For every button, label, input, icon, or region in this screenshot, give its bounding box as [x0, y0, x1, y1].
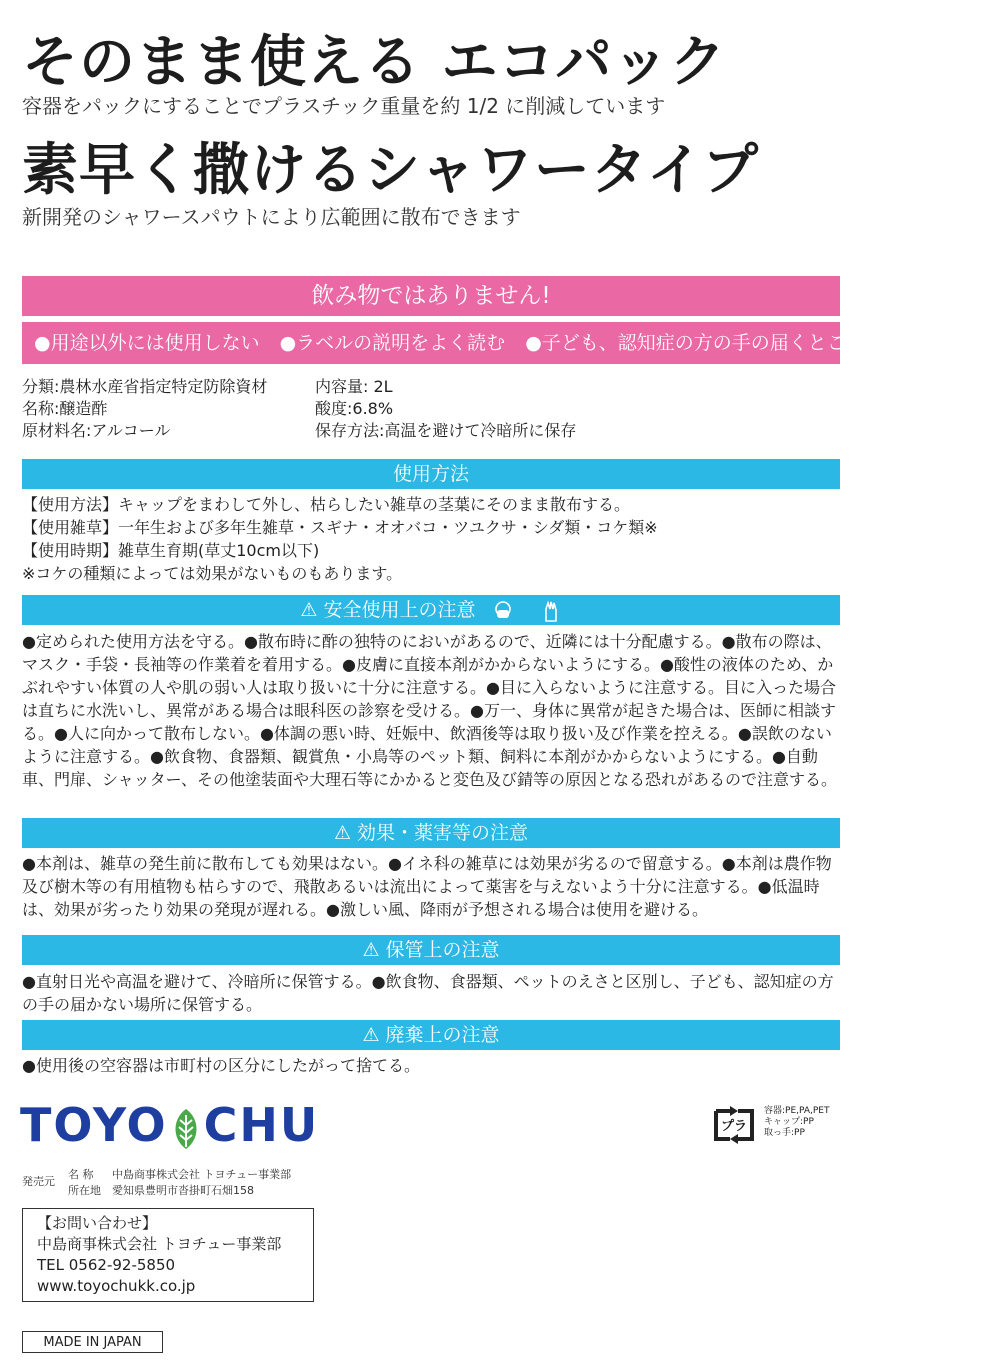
seller-name-value: 中島商事株式会社 トヨチュー事業部	[112, 1168, 292, 1181]
spec-storage: 保存方法:高温を避けて冷暗所に保存	[315, 421, 577, 440]
safety-text: ●定められた使用方法を守る。●散布時に酢の独特のにおいがあるので、近隣には十分配慮する。●散布の際は、マスク・手袋・長袖等の作業着を着用する。●皮膚に直接本剤がかからないようにする。●酸性の液体のため、かぶれやすい体質の人や肌の弱い人は取り扱いに十分に注意する。●目に入らないように注意する。目に入った場合は直ちに水洗いし、異常がある場合は眼科医の診察を受ける。●万一、身体に異常が起きた場合は、医師に相談する。●人に向かって散布しない。●体調の悪い時、妊娠中、飲酒後等は取り扱い及び作業を控える。●誤飲のないように注意する。●飲食物、食器類、観賞魚・小鳥等のペット類、飼料に本剤がかからないようにする。●自動車、門扉、シャッター、その他塗装面や大理石等にかかると変色及び錆等の原因となる恐れがあるので注意する。	[22, 632, 838, 789]
contact-tel: TEL 0562-92-5850	[37, 1256, 176, 1274]
subline-shower-type: 新開発のシャワースパウトにより広範囲に散布できます	[22, 205, 521, 229]
glove-icon	[540, 600, 562, 622]
recycle-materials	[764, 1106, 830, 1139]
plastic-recycle-icon	[710, 1103, 758, 1145]
spec-acidity: 酸度:6.8%	[315, 399, 394, 418]
headline-shower-type: 素早く撒けるシャワータイプ	[22, 138, 760, 203]
made-in-badge: MADE IN JAPAN	[22, 1331, 163, 1353]
usage-line: ※コケの種類によっては効果がないものもあります。	[22, 564, 403, 583]
contact-url: www.toyochukk.co.jp	[37, 1277, 196, 1295]
safety-title-bar	[22, 595, 840, 625]
effect-text: ●本剤は、雑草の発生前に散布しても効果はない。●イネ科の雑草には効果が劣るので留意する。●本剤は農作物及び樹木等の有用植物も枯らすので、飛散あるいは流出によって薬害を与えないよう十分に注意する。●低温時は、効果が劣ったり効果の発現が遅れる。●激しい風、降雨が予想される場合は使用を避ける。	[22, 854, 832, 919]
toyochu-logo	[20, 1098, 319, 1152]
spec-classification: 分類:農林水産省指定特定防除資材	[22, 377, 268, 396]
spec-name: 名称:醸造酢	[22, 399, 108, 418]
spec-ingredient: 原材料名:アルコール	[22, 421, 171, 440]
warning-item: ●用途以外には使用しない	[34, 332, 260, 354]
usage-line: 【使用時期】雑草生育期(草丈10cm以下)	[22, 541, 320, 560]
disposal-title-bar: ⚠ 廃棄上の注意	[22, 1020, 840, 1050]
specs-right	[315, 376, 576, 442]
usage-title-bar: 使用方法	[22, 459, 840, 489]
logo-text-right: CHU	[203, 1098, 320, 1152]
safety-title: ⚠ 安全使用上の注意	[300, 599, 476, 621]
effect-title-bar: ⚠ 効果・薬害等の注意	[22, 818, 840, 848]
recycle-line: 取っ手:PP	[764, 1128, 805, 1138]
headline-eco-pack: そのまま使える エコパック	[22, 30, 727, 95]
seller-label: 発売元	[22, 1175, 55, 1188]
contact-box	[22, 1208, 314, 1302]
contact-company: 中島商事株式会社 トヨチュー事業部	[37, 1235, 282, 1253]
seller-address-key: 所在地	[68, 1184, 101, 1197]
logo-text-left: TOYO	[20, 1098, 168, 1152]
warning-items-bar	[22, 322, 979, 364]
spec-volume: 内容量: 2L	[315, 377, 393, 396]
recycle-mark-text: プラ	[720, 1119, 748, 1134]
disposal-text: ●使用後の空容器は市町村の区分にしたがって捨てる。	[22, 1056, 420, 1075]
seller-name-key: 名 称	[68, 1168, 94, 1181]
usage-line: 【使用方法】キャップをまわして外し、枯らしたい雑草の茎葉にそのまま散布する。	[22, 495, 631, 514]
storage-text: ●直射日光や高温を避けて、冷暗所に保管する。●飲食物、食器類、ペットのえさと区別し、子ども、認知症の方の手の届かない場所に保管する。	[22, 972, 834, 1014]
recycle-line: 容器:PE,PA,PET	[764, 1106, 830, 1116]
leaf-icon	[170, 1107, 202, 1151]
mask-icon	[492, 600, 514, 622]
specs-left	[22, 376, 267, 442]
usage-line: 【使用雑草】一年生および多年生雑草・スギナ・オオバコ・ツユクサ・シダ類・コケ類※	[22, 518, 658, 537]
subline-eco-pack: 容器をパックにすることでプラスチック重量を約 1/2 に削減しています	[22, 94, 666, 118]
usage-section	[22, 493, 846, 585]
warning-item: ●ラベルの説明をよく読む	[279, 332, 506, 354]
seller-address-value: 愛知県豊明市沓掛町石畑158	[112, 1184, 254, 1197]
warning-item: ●子ども、認知症の方の手の届くところには置かない	[525, 332, 979, 354]
seller-info	[22, 1167, 291, 1199]
contact-heading: 【お問い合わせ】	[37, 1214, 158, 1232]
storage-title-bar: ⚠ 保管上の注意	[22, 935, 840, 965]
recycle-line: キャップ:PP	[764, 1117, 814, 1127]
warning-title-bar: 飲み物ではありません!	[22, 276, 840, 316]
